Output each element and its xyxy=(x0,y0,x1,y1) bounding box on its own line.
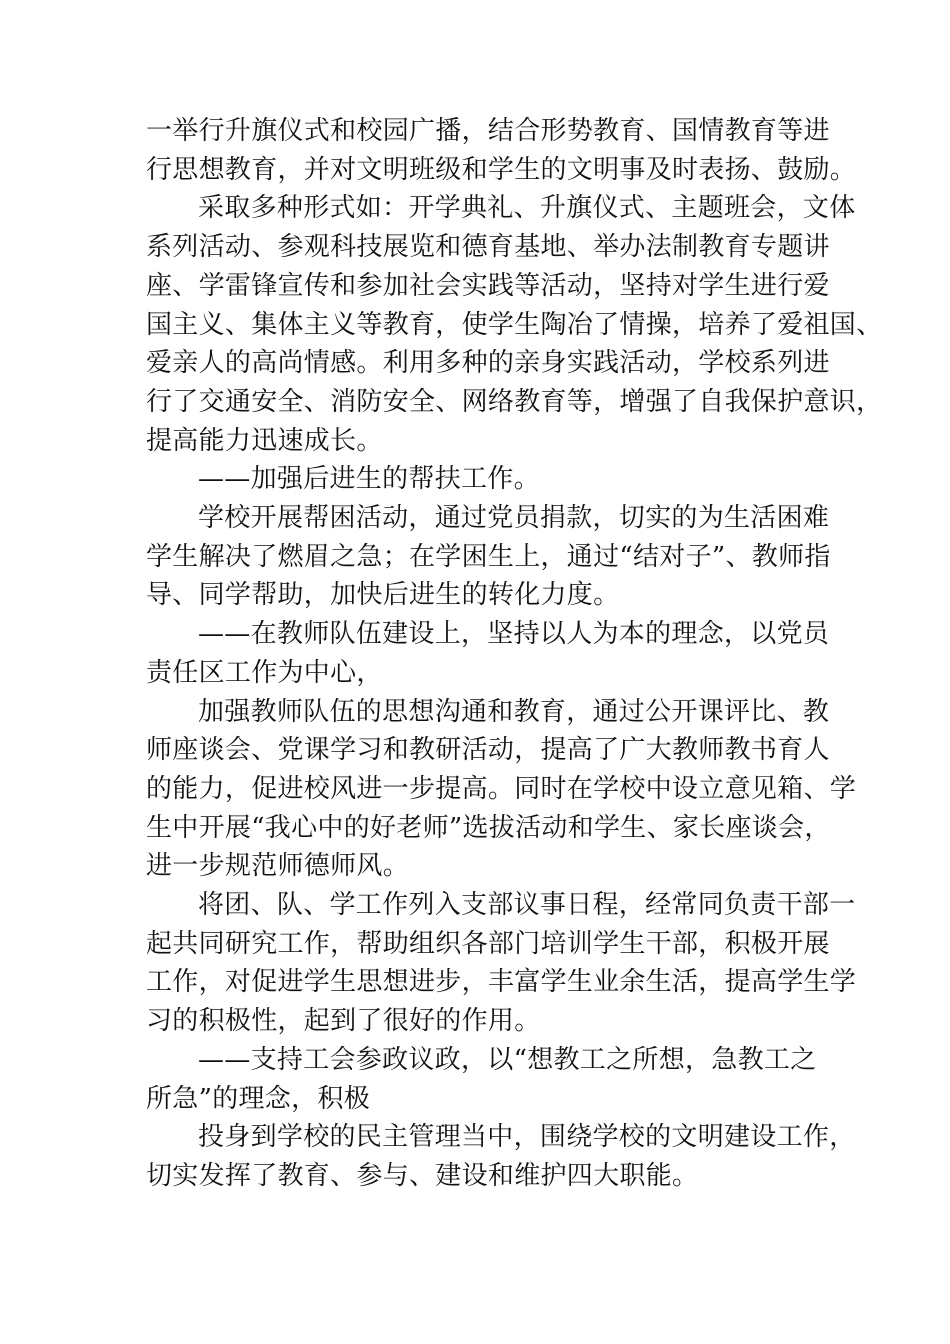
text-line: 切实发挥了教育、参与、建设和维护四大职能。 xyxy=(146,1160,699,1191)
text-line: 起共同研究工作，帮助组织各部门培训学生干部，积极开展 xyxy=(146,928,830,959)
document-body xyxy=(146,112,883,1196)
text-line: 所急”的理念，积极 xyxy=(146,1083,370,1114)
text-line: 进一步规范师德师风。 xyxy=(146,851,410,882)
text-line: 爱亲人的高尚情感。利用多种的亲身实践活动，学校系列进 xyxy=(146,348,830,379)
text-line: 的能力，促进校风进一步提高。同时在学校中设立意见箱、学 xyxy=(146,773,857,804)
text-line: ——支持工会参政议政，以“想教工之所想，急教工之 xyxy=(198,1044,817,1075)
text-line: 习的积极性，起到了很好的作用。 xyxy=(146,1006,541,1037)
text-line: 生中开展“我心中的好老师”选拔活动和学生、家长座谈会， xyxy=(146,812,831,843)
text-line: 责任区工作为中心， xyxy=(146,657,383,688)
text-line: 加强教师队伍的思想沟通和教育，通过公开课评比、教 xyxy=(198,696,830,727)
text-line: 国主义、集体主义等教育，使学生陶冶了情操，培养了爱祖国、 xyxy=(146,309,883,340)
text-line: 行了交通安全、消防安全、网络教育等，增强了自我保护意识， xyxy=(146,386,883,417)
text-line: 学校开展帮困活动，通过党员捐款，切实的为生活困难 xyxy=(198,503,830,534)
text-line: ——在教师队伍建设上，坚持以人为本的理念，以党员 xyxy=(198,619,830,650)
text-line: 提高能力迅速成长。 xyxy=(146,425,383,456)
text-line: 座、学雷锋宣传和参加社会实践等活动，坚持对学生进行爱 xyxy=(146,270,830,301)
text-line: ——加强后进生的帮扶工作。 xyxy=(198,464,540,495)
text-line: 采取多种形式如：开学典礼、升旗仪式、主题班会，文体 xyxy=(198,193,856,224)
text-line: 投身到学校的民主管理当中，围绕学校的文明建设工作， xyxy=(198,1122,856,1153)
text-line: 工作，对促进学生思想进步，丰富学生业余生活，提高学生学 xyxy=(146,967,857,998)
text-line: 将团、队、学工作列入支部议事日程，经常同负责干部一 xyxy=(198,890,856,921)
text-line: 行思想教育，并对文明班级和学生的文明事及时表扬、鼓励。 xyxy=(146,154,857,185)
text-line: 系列活动、参观科技展览和德育基地、举办法制教育专题讲 xyxy=(146,232,830,263)
text-line: 导、同学帮助，加快后进生的转化力度。 xyxy=(146,580,620,611)
text-line: 一举行升旗仪式和校园广播，结合形势教育、国情教育等进 xyxy=(146,116,830,146)
text-line: 师座谈会、党课学习和教研活动，提高了广大教师教书育人 xyxy=(146,735,830,766)
text-line: 学生解决了燃眉之急；在学困生上，通过“结对子”、教师指 xyxy=(146,541,831,572)
